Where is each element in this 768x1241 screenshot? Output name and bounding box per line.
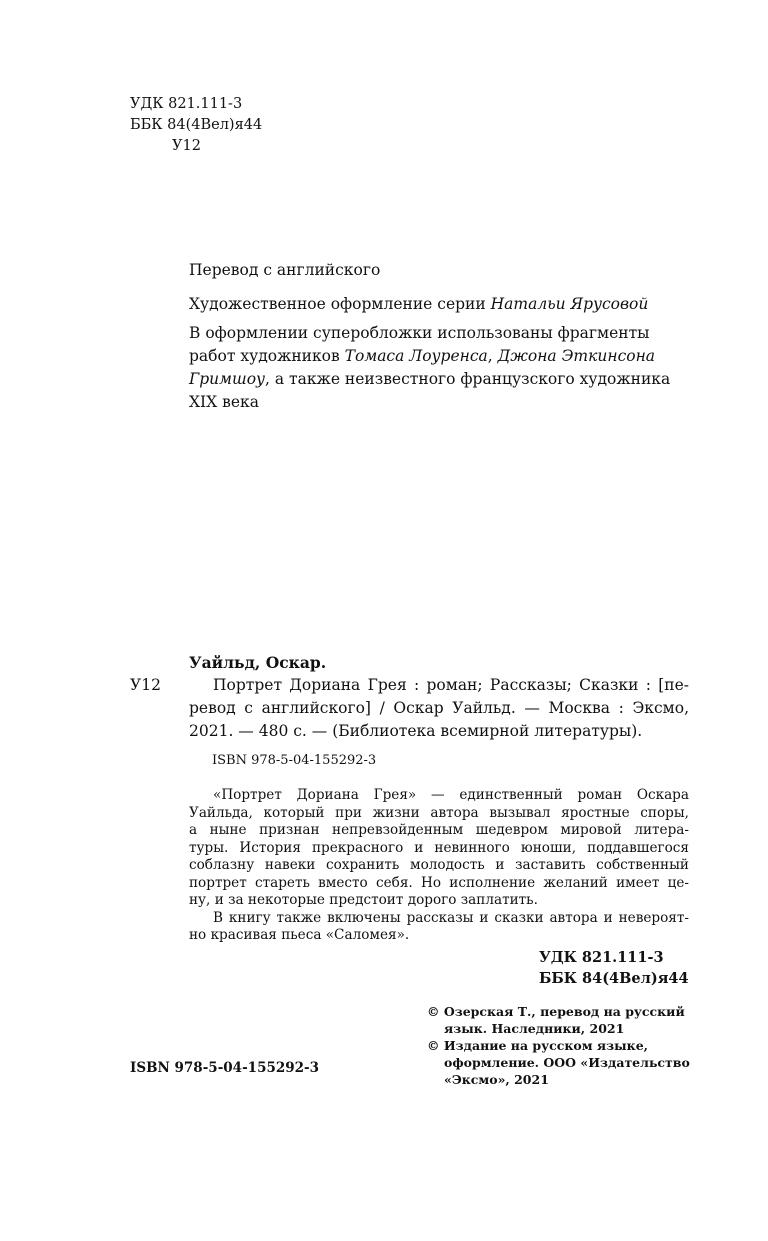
cover-credit [189,322,670,414]
copyright-translation-line-2: язык. Наследники, 2021 [444,1021,625,1036]
catalog-description [189,674,689,743]
catalog-author: Уайльд, Оскар. [189,653,327,672]
annotation-line: В книгу также включены рассказы и сказки автора и невероят- [213,909,689,926]
top-codes [130,94,262,157]
artist-lawrence: Томаса Лоуренса [344,347,488,365]
copyright-translation-line-1: © Озерская Т., перевод на русский [427,1004,685,1019]
catalog-desc-line-1: Портрет Дориана Грея : роман; Рассказы; Сказки : [пе- [213,676,689,694]
annotation-line: «Портрет Дориана Грея» — единственный роман Оскара [213,787,689,803]
cover-l2-prefix: работ художников [189,347,345,365]
artist-grimshaw-b: Гримшоу [189,370,266,388]
annotation-line: а ныне признан непревзойденным шедевром мировой литера- [189,822,689,838]
cover-credit-line-1: В оформлении суперобложки использованы фрагменты [189,324,650,342]
series-design-prefix: Художественное оформление серии [189,295,491,313]
isbn-bottom: ISBN 978-5-04-155292-3 [130,1060,320,1076]
translation-credit [189,259,380,282]
udk-code: УДК 821.111-3 [130,96,243,112]
author-mark: У12 [172,138,201,154]
cover-credit-line-2 [189,345,670,368]
annotation [189,787,689,945]
catalog-mark: У12 [130,676,161,694]
annotation-line: ну, и за некоторые предстоит дорого заплатить. [189,892,538,908]
catalog-isbn: ISBN 978-5-04-155292-3 [212,753,377,768]
footer-udk-code: УДК 821.111-3 [539,949,664,966]
catalog-desc-line-2: ревод с английского] / Оскар Уайльд. — Москва : Эксмо, [189,699,689,717]
annotation-line: соблазну навеки сохранить молодость и заставить собственный [189,857,689,873]
copyright-block [427,1003,690,1088]
catalog-desc-line-3: 2021. — 480 с. — (Библиотека всемирной литературы). [189,722,643,740]
translation-text: Перевод с английского [189,261,381,279]
bbk-code: ББК 84(4Вел)я44 [130,117,263,133]
series-design-artist: Натальи Ярусовой [490,295,649,313]
annotation-line: туры. История прекрасного и невинного юноши, поддавшегося [189,839,689,856]
footer-bbk-code: ББК 84(4Вел)я44 [539,970,689,987]
annotation-line: портрет стареть вместо себя. Но исполнение желаний имеет це- [189,874,689,891]
series-design-credit [189,293,648,316]
annotation-line: но красивая пьеса «Саломея». [189,927,410,943]
copyright-edition-line-2: оформление. ООО «Издательство [444,1055,690,1070]
cover-credit-line-4: XIX века [189,393,259,411]
copyright-edition-line-3: «Эксмо», 2021 [444,1072,549,1087]
footer-codes [539,947,689,989]
cover-l3-rest: , а также неизвестного французского художника [265,370,671,388]
cover-credit-line-3 [189,368,670,391]
copyright-edition-line-1: © Издание на русском языке, [427,1038,649,1053]
artist-grimshaw-a: Джона Эткинсона [497,347,656,365]
annotation-line: Уайльда, который при жизни автора вызывал яростные споры, [189,804,689,821]
cover-l2-sep: , [487,347,498,365]
